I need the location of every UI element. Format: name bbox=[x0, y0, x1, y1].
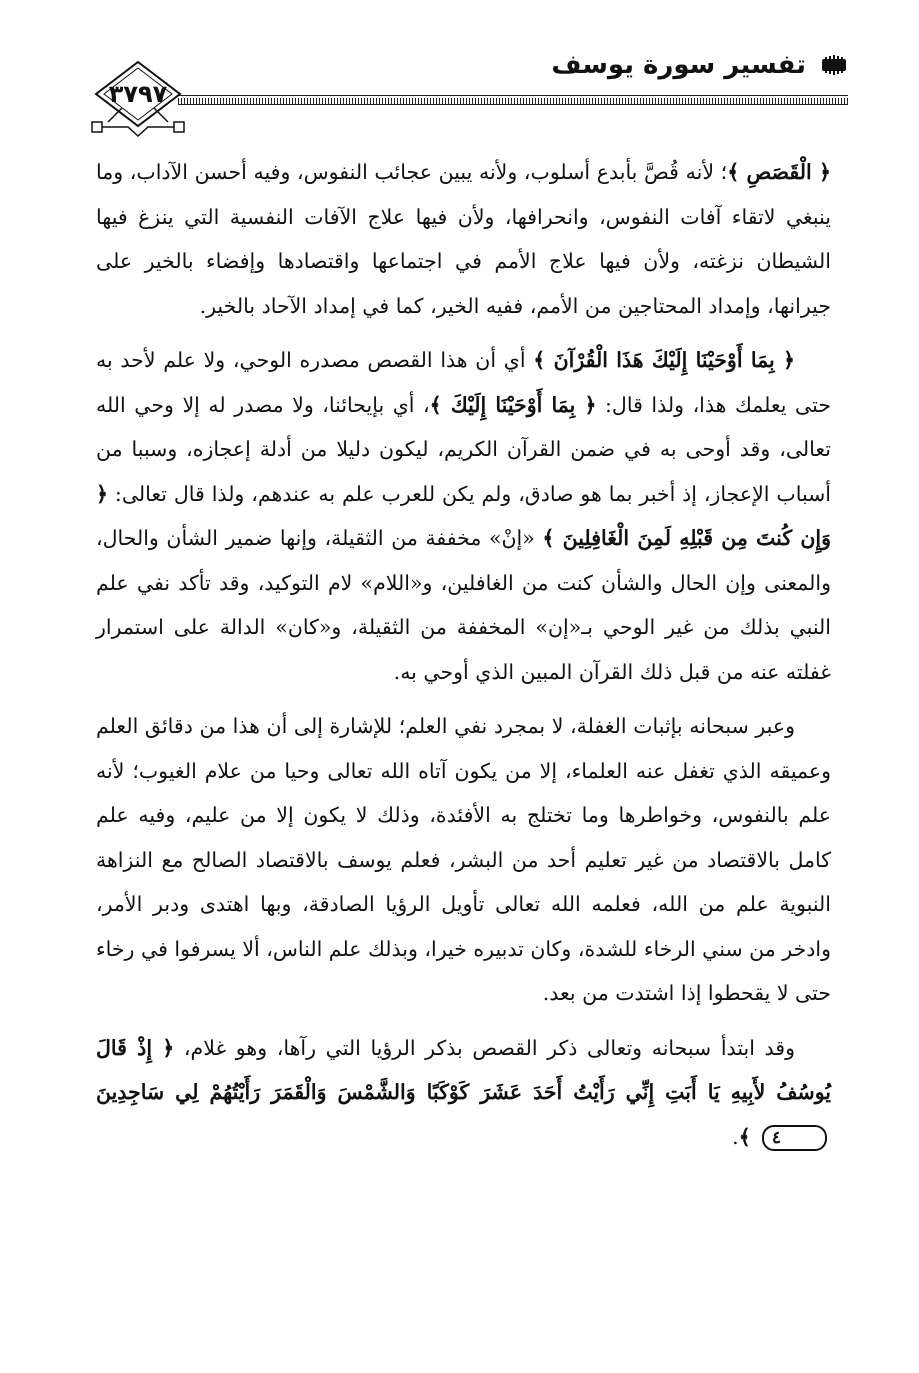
verse-number-marker: ٤ bbox=[762, 1125, 827, 1151]
quran-quote: ﴿ الْقَصَصِ ﴾ bbox=[727, 160, 831, 184]
quran-quote: ﴿ بِمَا أَوْحَيْنَا إِلَيْكَ هَذَا الْقُرْآنَ ﴾ bbox=[533, 348, 795, 372]
commentary-text: وقد ابتدأ سبحانه وتعالى ذكر القصص بذكر الرؤيا التي رآها، وهو غلام، bbox=[174, 1035, 795, 1060]
page-number-badge bbox=[88, 58, 188, 150]
page-header bbox=[88, 40, 848, 130]
quran-quote: ﴿ إِذْ قَالَ يُوسُفُ لأَبِيهِ يَا أَبَتِ إِنِّي رَأَيْتُ أَحَدَ عَشَرَ كَوْكَبًا وَالشَّمْسَ وَالْقَمَرَ رَأَيْتُهُمْ لِي سَاجِدِينَ bbox=[96, 1035, 831, 1104]
quran-quote-close: ﴾ bbox=[738, 1124, 758, 1149]
paragraph bbox=[96, 150, 831, 328]
quran-quote: ﴿ وَإِن كُنتَ مِن قَبْلِهِ لَمِنَ الْغَافِلِينَ ﴾ bbox=[96, 481, 832, 550]
paragraph bbox=[96, 704, 831, 1016]
body-text bbox=[96, 150, 831, 1159]
page-running-title: تفسير سورة يوسف bbox=[551, 50, 806, 80]
paragraph bbox=[96, 338, 831, 694]
commentary-text: «إنْ» مخففة من الثقيلة، وإنها ضمير الشأن والحال، والمعنى وإن الحال والشأن كنت من الغافلين، و«اللام» لام التوكيد، وقد تأكد نفي علم النبي بذلك من غير الوحي بـ«إن» المخففة من الثقيلة، و«كان» الدالة على استمرار غفلته عنه من قبل ذلك القرآن المبين الذي أوحي به. bbox=[96, 526, 831, 684]
commentary-text: وعبر سبحانه بإثبات الغفلة، لا بمجرد نفي العلم؛ للإشارة إلى أن هذا من دقائق العلم وعميقه الذي تغفل عنه العلماء، إلا من يكون آتاه الله تعالى وحيا من علام الغيوب؛ لأنه علم بالنفوس، وخواطرها وما تختلج به الأفئدة، وذلك لا يكون إلا من عليم، وفيه علم كامل بالاقتصاد من غير تعليم أحد من البشر، فعلم يوسف بالاقتصاد الصالح مع النزاهة النبوية علم من الله، فعلمه الله تعالى تأويل الرؤيا الصادقة، وبها اهتدى ودبر الأمر، وادخر من سني الرخاء للشدة، وكان تدبيره خيرا، وبذلك علم الناس، ألا يسرفوا في رخاء حتى لا يقحطوا إذا اشتدت من بعد. bbox=[96, 714, 831, 1005]
quran-quote: ﴿ بِمَا أَوْحَيْنَا إِلَيْكَ ﴾ bbox=[429, 392, 597, 417]
header-ornament-icon bbox=[820, 55, 848, 75]
commentary-text: ، أي بإيحائنا، ولا مصدر له إلا وحي الله تعالى، وقد أوحى به في ضمن القرآن الكريم، ليكون دليلا من أدلة إعجازه، وسببا من أسباب الإعجاز، إذ أخبر بما هو صادق، ولم يكن للعرب علم به عندهم، ولذا قال تعالى: bbox=[96, 392, 831, 506]
page-number: ٣٧٩٧ bbox=[108, 80, 168, 108]
commentary-text: . bbox=[732, 1124, 739, 1149]
commentary-text: ؛ لأنه قُصَّ بأبدع أسلوب، ولأنه يبين عجائب النفوس، وفيه أحسن الآداب، وما ينبغي لاتقاء آفات النفوس، وانحرافها، ولأن فيها علاج الآفات النفسية التي ينزغ فيها الشيطان نزغته، ولأن فيها علاج الأمم في اجتماعها واقتصادها وإفضاء بالخير على جيرانها، وإمداد المحتاجين من الأمم، ففيه الخير، كما في إمداد الآحاد بالخير. bbox=[96, 160, 831, 318]
paragraph bbox=[96, 1026, 831, 1160]
commentary-text: أي أن هذا القصص مصدره الوحي، ولا علم لأحد به حتى يعلمك هذا، ولذا قال: bbox=[96, 348, 832, 417]
header-rule-top bbox=[178, 95, 848, 96]
header-rule-bottom bbox=[178, 104, 848, 105]
running-title bbox=[551, 50, 848, 80]
